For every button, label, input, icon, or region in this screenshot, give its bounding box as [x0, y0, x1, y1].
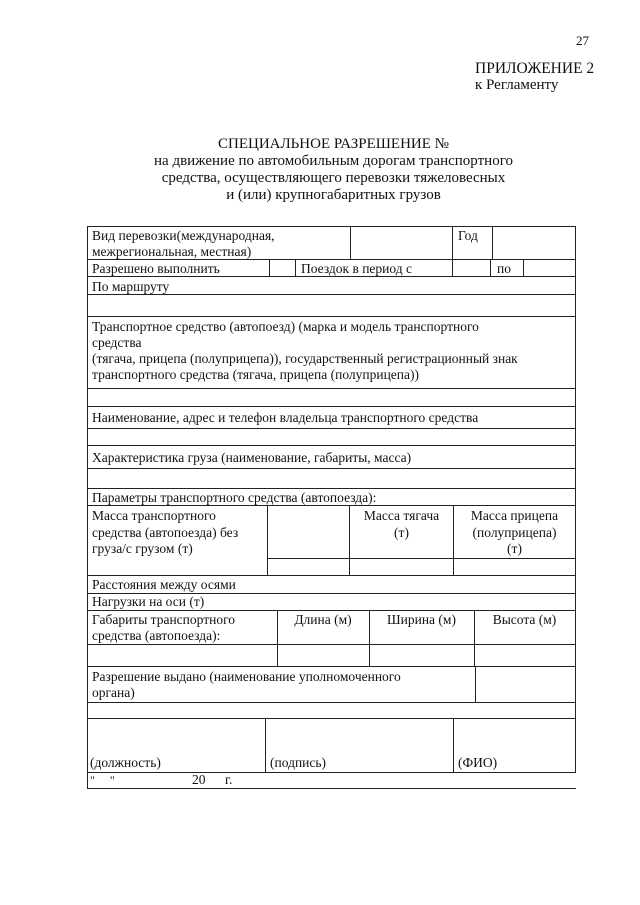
date-suffix: г.	[225, 772, 233, 787]
mass-line-1: Масса транспортного	[92, 508, 216, 523]
cell-divider	[452, 259, 453, 276]
date-quotes: " "	[90, 773, 115, 787]
date-year-underline	[205, 788, 219, 789]
cell-divider	[267, 505, 268, 575]
row-line	[87, 445, 576, 446]
cell-divider	[269, 259, 270, 276]
trailer-line-3: (т)	[507, 541, 522, 556]
trailer-line-1: Масса прицепа	[470, 508, 559, 523]
fio-label: (ФИО)	[458, 755, 498, 770]
row-line	[87, 406, 576, 407]
row-line	[87, 488, 576, 489]
cell-divider	[265, 718, 266, 772]
cell-divider	[523, 259, 524, 276]
title-line-3: средства, осуществляющего перевозки тяжеловесных	[161, 170, 506, 186]
vehicle-line-3: (тягача, прицепа (полуприцепа)), государственный регистрационный знак	[92, 351, 518, 366]
signature-label: (подпись)	[270, 755, 327, 770]
row-line	[87, 610, 576, 611]
document-title	[90, 136, 577, 204]
title-line-1: СПЕЦИАЛЬНОЕ РАЗРЕШЕНИЕ №	[218, 136, 449, 152]
page-number: 27	[576, 33, 589, 48]
mass-line-3: груза/с грузом (т)	[92, 541, 193, 556]
title-line-2: на движение по автомобильным дорогам транспортного	[154, 153, 513, 169]
length-label: Длина (м)	[294, 612, 352, 627]
row-line	[87, 666, 576, 667]
cell-divider	[492, 226, 493, 259]
mass-line-2: средства (автопоезда) без	[92, 524, 239, 540]
row-line	[87, 644, 576, 645]
row-line	[87, 428, 576, 429]
owner-label: Наименование, адрес и телефон владельца транспортного средства	[92, 410, 479, 425]
axle-load-label: Нагрузки на оси (т)	[92, 594, 205, 609]
cell-divider	[453, 718, 454, 772]
row-line	[87, 702, 576, 703]
cell-divider	[475, 666, 476, 702]
tractor-line-1: Масса тягача	[363, 508, 440, 523]
vehicle-line-4: транспортного средства (тягача, прицепа (полуприцепа))	[92, 367, 420, 382]
permit-form-table	[87, 226, 576, 788]
trailer-line-2: (полуприцепа)	[472, 524, 557, 540]
transport-type-line-1: Вид перевозки(международная,	[92, 228, 275, 243]
dimensions-label	[92, 612, 235, 644]
vehicle-line-2: средства	[92, 335, 142, 350]
axle-distance-label: Расстояния между осями	[92, 577, 236, 592]
issued-line-1: Разрешение выдано (наименование уполномоченного	[92, 669, 401, 684]
route-label: По маршруту	[92, 279, 170, 294]
title-line-4: и (или) крупногабаритных грузов	[226, 187, 441, 203]
cell-divider	[295, 259, 296, 276]
transport-type-line-2: межрегиональная, местная)	[92, 244, 252, 259]
vehicle-label	[92, 319, 518, 383]
trips-period-label: Поездок в период с	[301, 261, 412, 276]
appendix-header	[475, 60, 594, 94]
until-label: по	[497, 261, 511, 276]
vehicle-line-1: Транспортное средство (автопоезд) (марка и модель транспортного	[92, 319, 479, 334]
row-line	[87, 718, 576, 719]
position-label: (должность)	[90, 755, 161, 770]
appendix-subtitle: к Регламенту	[475, 77, 559, 93]
row-line	[87, 772, 576, 773]
height-label: Высота (м)	[492, 612, 557, 627]
table-border-left	[87, 226, 88, 788]
row-line	[87, 575, 576, 576]
appendix-title: ПРИЛОЖЕНИЕ 2	[475, 60, 595, 77]
year-label: Год	[458, 228, 478, 243]
date-year: 20	[192, 772, 206, 787]
row-line	[87, 316, 576, 317]
trailer-mass-label	[454, 508, 575, 558]
cargo-label: Характеристика груза (наименование, габариты, масса)	[92, 450, 412, 465]
dimensions-line-2: средства (автопоезда):	[92, 628, 221, 643]
tractor-mass-label	[350, 508, 453, 541]
row-line	[267, 558, 576, 559]
allowed-label: Разрешено выполнить	[92, 261, 220, 276]
issued-label	[92, 669, 401, 701]
dimensions-line-1: Габариты транспортного	[92, 612, 236, 627]
params-label: Параметры транспортного средства (автопоезда):	[92, 490, 377, 505]
table-border-right	[575, 226, 576, 772]
tractor-line-2: (т)	[394, 524, 409, 540]
cell-divider	[350, 226, 351, 259]
mass-label	[92, 508, 238, 558]
row-line	[87, 388, 576, 389]
issued-line-2: органа)	[92, 685, 135, 700]
cell-divider	[452, 226, 453, 259]
transport-type-label	[92, 228, 275, 260]
table-border-top	[87, 226, 576, 227]
width-label: Ширина (м)	[387, 612, 456, 627]
row-line	[87, 468, 576, 469]
date-underline	[127, 788, 205, 789]
cell-divider	[490, 259, 491, 276]
